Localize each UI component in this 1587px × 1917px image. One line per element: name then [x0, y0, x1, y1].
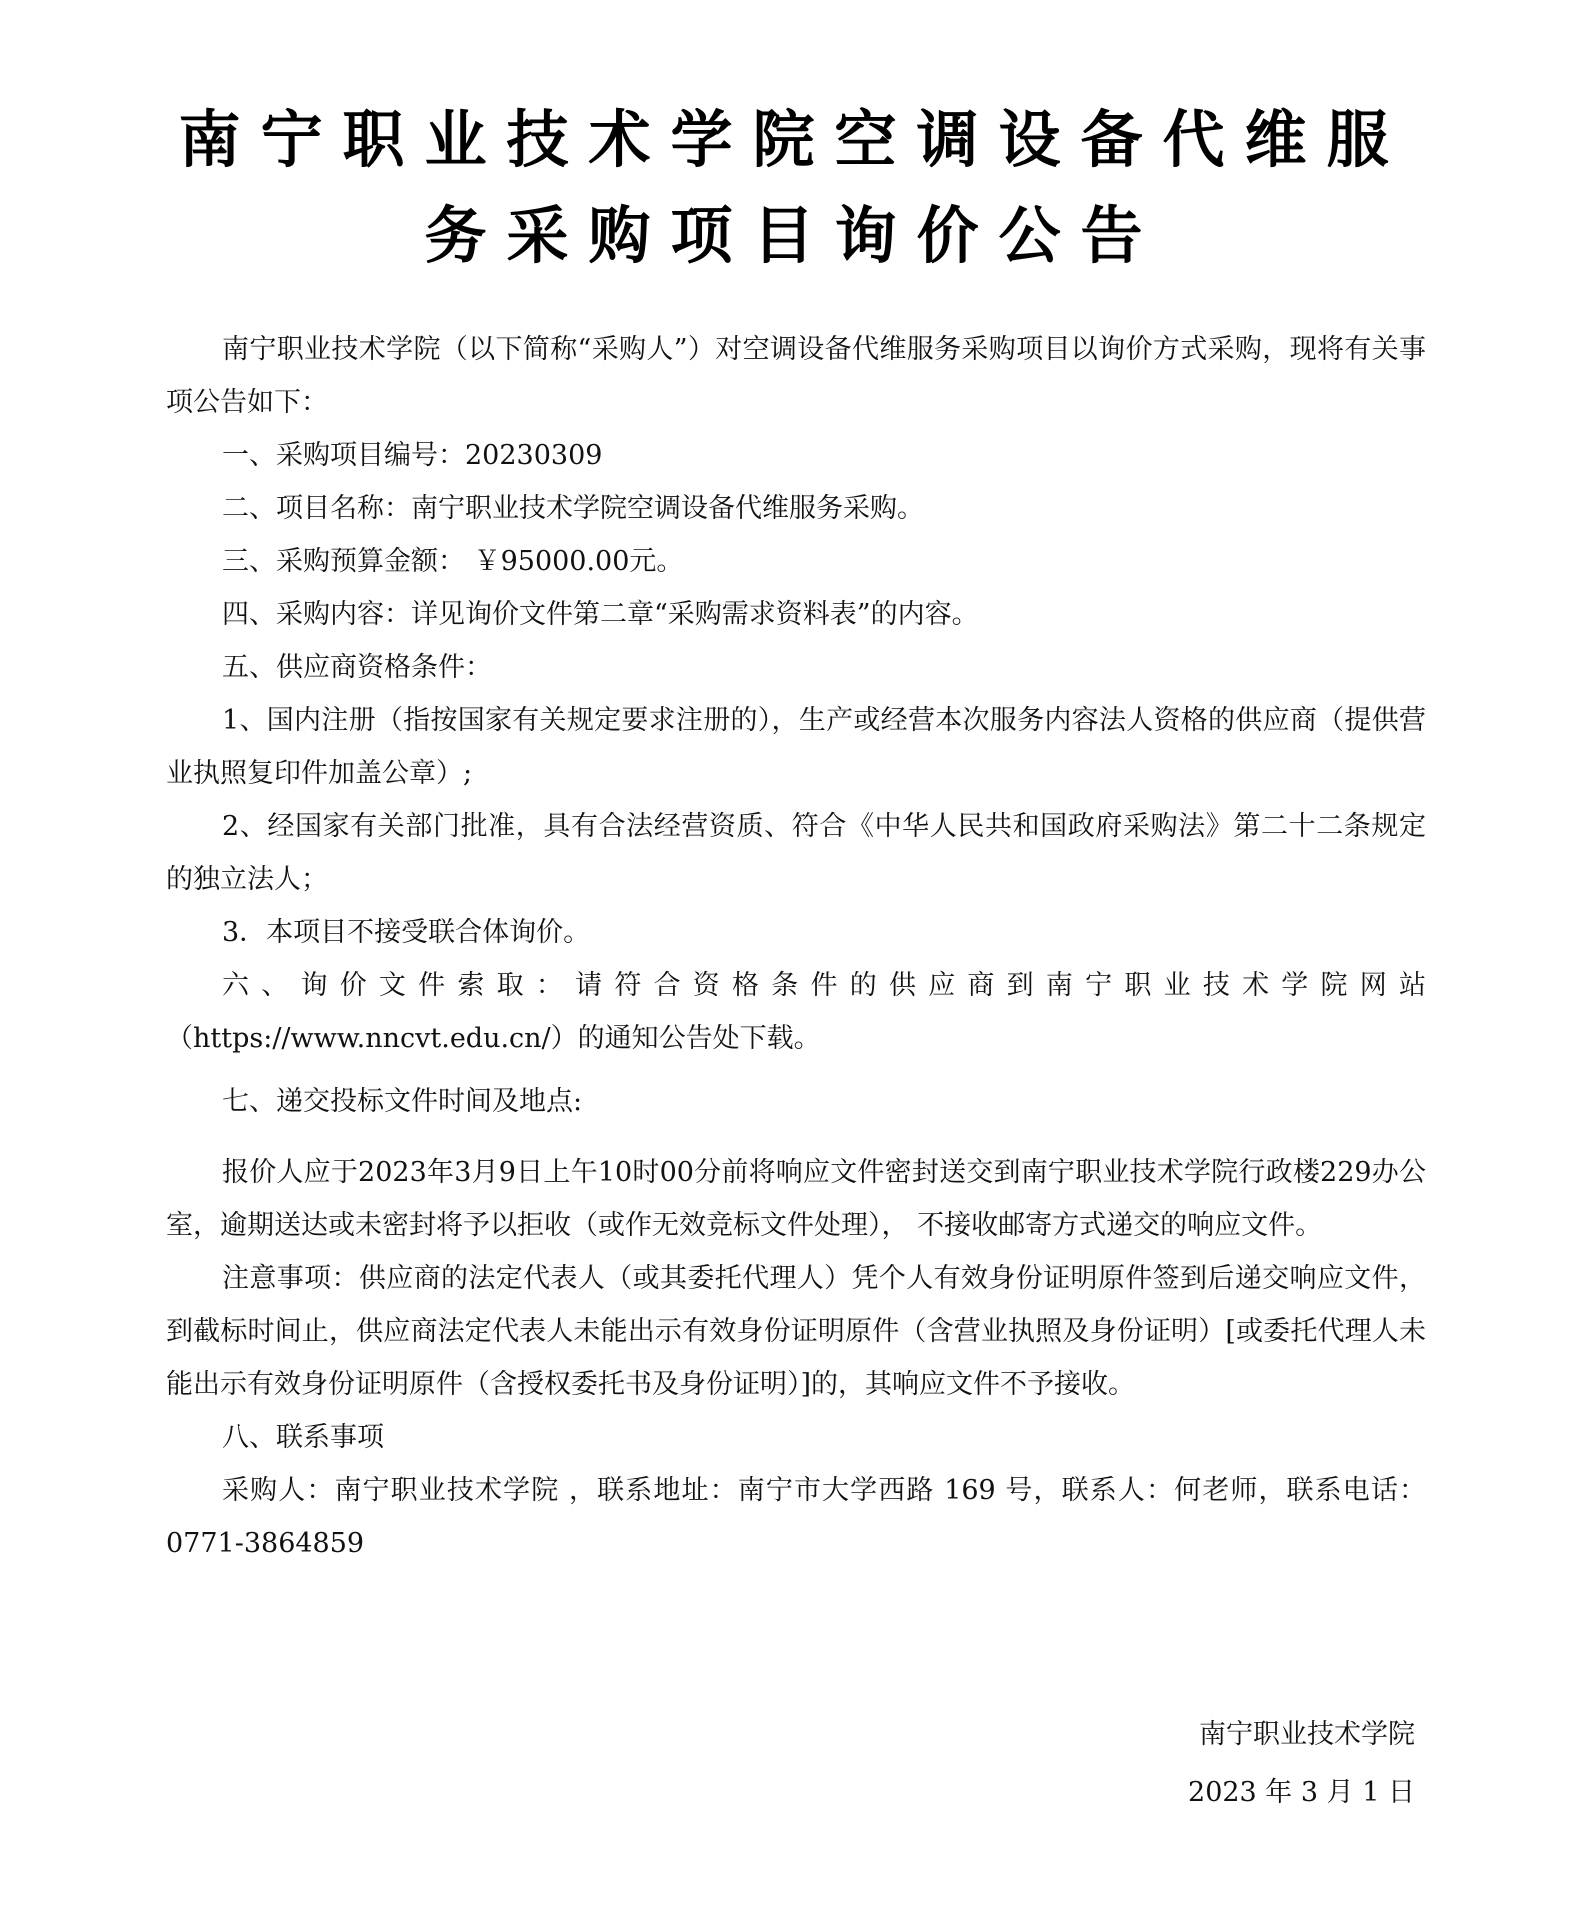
- section-submission-heading: 七、递交投标文件时间及地点:: [222, 1086, 583, 1117]
- document-title-line-2: 务采购项目询价公告: [424, 199, 1163, 272]
- document-title-line-1: 南宁职业技术学院空调设备代维服: [178, 103, 1409, 176]
- qualification-item-3: 3．本项目不接受联合体询价。: [222, 917, 591, 948]
- section-document-retrieval: 六、询价文件索取：请符合资格条件的供应商到南宁职业技术学院网站（https://www.nncvt.edu.cn/）的通知公告处下载。: [166, 970, 1426, 1054]
- section-project-name: 二、项目名称：南宁职业技术学院空调设备代维服务采购。: [222, 493, 924, 524]
- signature-date: 2023 年 3 月 1 日: [1188, 1777, 1415, 1808]
- contact-details: 采购人：南宁职业技术学院 ，联系地址：南宁市大学西路 169 号，联系人：何老师，联系电话：0771-3864859: [166, 1475, 1426, 1559]
- section-content: 四、采购内容：详见询价文件第二章“采购需求资料表”的内容。: [222, 599, 979, 630]
- section-qualification-heading: 五、供应商资格条件：: [222, 652, 492, 683]
- section-contact-heading: 八、联系事项: [222, 1422, 384, 1453]
- section-project-number: 一、采购项目编号：20230309: [222, 440, 603, 471]
- signature-organization: 南宁职业技术学院: [1199, 1719, 1415, 1750]
- qualification-item-2: 2、经国家有关部门批准，具有合法经营资质、符合《中华人民共和国政府采购法》第二十二条规定的独立法人；: [166, 811, 1426, 895]
- intro-paragraph: 南宁职业技术学院（以下简称“采购人”）对空调设备代维服务采购项目以询价方式采购，现将有关事项公告如下：: [166, 334, 1426, 418]
- submission-details: 报价人应于2023年3月9日上午10时00分前将响应文件密封送交到南宁职业技术学院行政楼229办公室，逾期送达或未密封将予以拒收（或作无效竞标文件处理）， 不接收邮寄方式递交的响应文件。: [166, 1157, 1426, 1241]
- section-budget: 三、采购预算金额： ￥95000.00元。: [222, 546, 684, 577]
- notice-paragraph: 注意事项：供应商的法定代表人（或其委托代理人）凭个人有效身份证明原件签到后递交响应文件，到截标时间止，供应商法定代表人未能出示有效身份证明原件（含营业执照及身份证明）[或委托代理人未能出示有效身份证明原件（含授权委托书及身份证明）]的，其响应文件不予接收。: [166, 1263, 1426, 1400]
- document-body: [166, 323, 1426, 1570]
- qualification-item-1: 1、国内注册（指按国家有关规定要求注册的），生产或经营本次服务内容法人资格的供应商（提供营业执照复印件加盖公章）;: [166, 705, 1426, 789]
